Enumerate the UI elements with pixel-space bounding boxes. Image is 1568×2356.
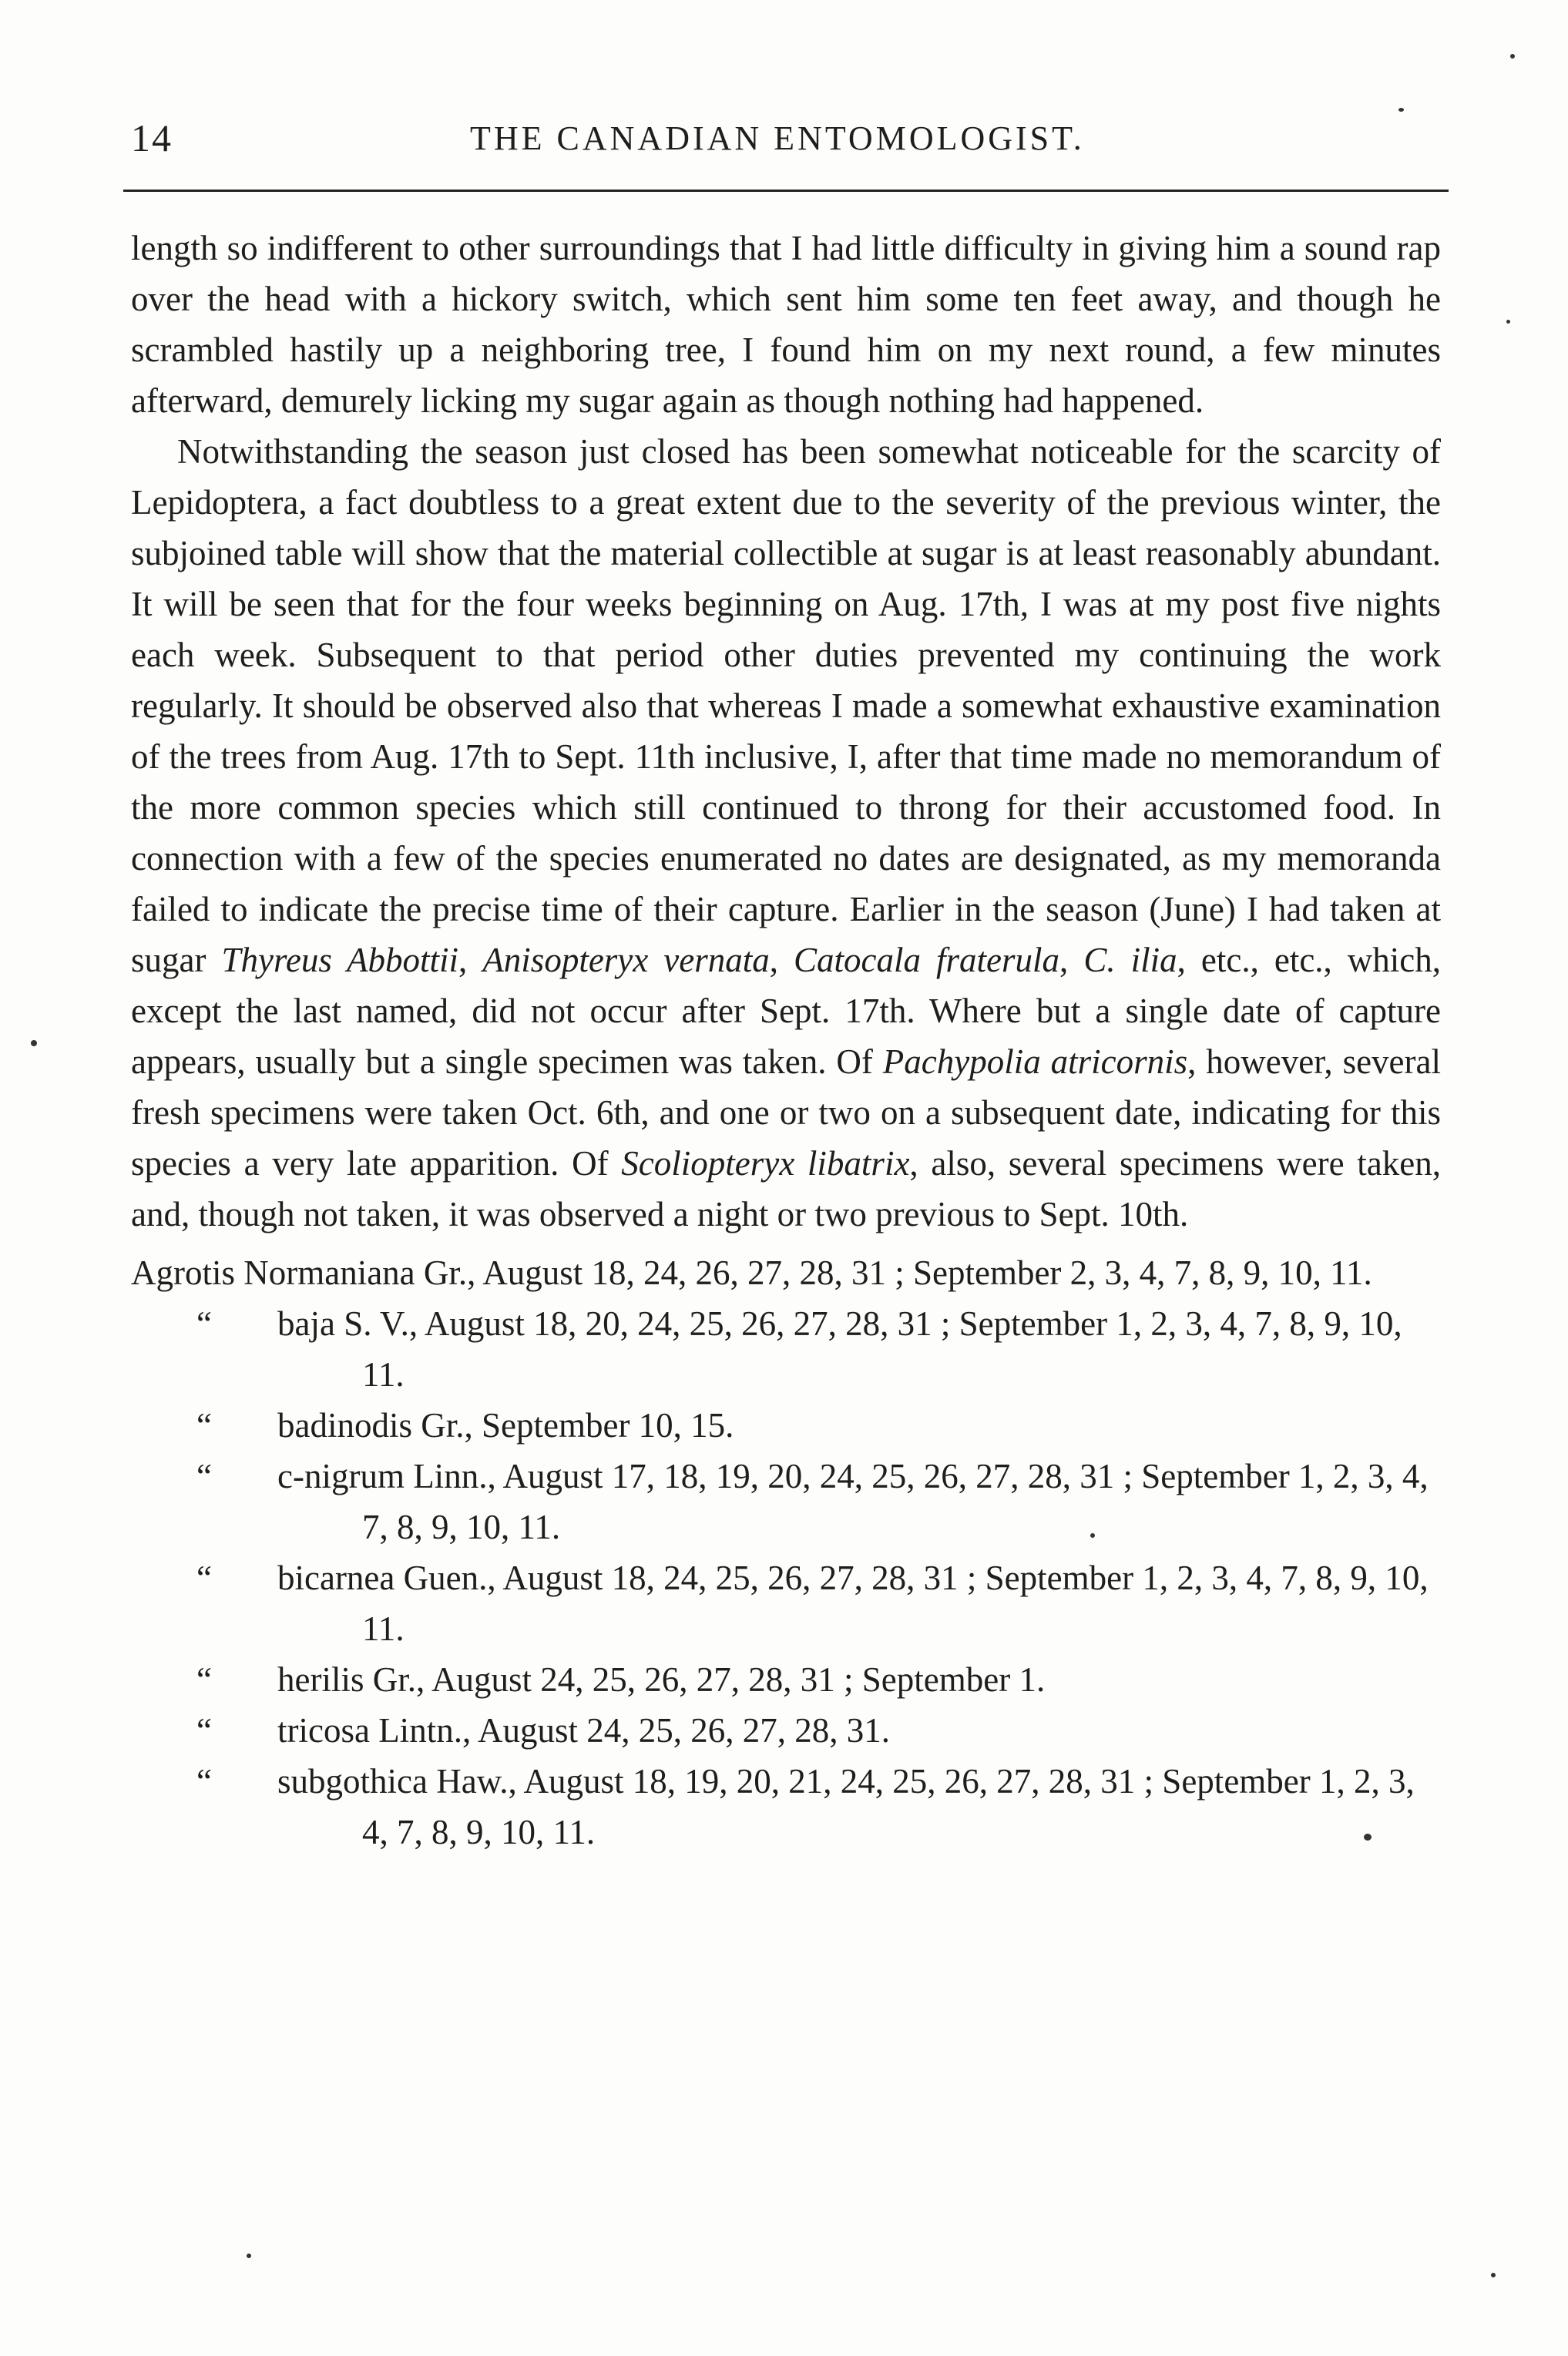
scan-speck	[1491, 2273, 1496, 2277]
header-rule	[123, 190, 1449, 192]
ditto-mark: “	[196, 1559, 212, 1597]
scan-speck	[247, 2254, 251, 2258]
species-list	[131, 1247, 1441, 1858]
species-name-italic: Scoliopteryx libatrix	[621, 1144, 910, 1183]
body-text	[131, 223, 1441, 1240]
species-name-italic: Catocala fraterula	[794, 941, 1060, 979]
scan-speck	[1506, 320, 1510, 324]
ditto-mark: “	[196, 1711, 212, 1750]
species-name-italic: C. ilia	[1083, 941, 1177, 979]
capture-dates: August 18, 24, 26, 27, 28, 31 ; September 2, 3, 4, 7, 8, 9, 10, 11.	[482, 1254, 1372, 1292]
species-entry: “ herilis Gr., August 24, 25, 26, 27, 28, 31 ; September 1.	[131, 1654, 1441, 1705]
species-name: Normaniana Gr.	[243, 1254, 468, 1292]
species-entry: “ baja S. V., August 18, 20, 24, 25, 26, 27, 28, 31 ; September 1, 2, 3, 4, 7, 8, 9, 10, 11.	[131, 1298, 1441, 1400]
capture-dates: August 17, 18, 19, 20, 24, 25, 26, 27, 28, 31 ; September 1, 2, 3, 4, 7, 8, 9, 10, 11.	[362, 1457, 1429, 1546]
scan-speck	[31, 1040, 37, 1046]
species-name: subgothica Haw.	[277, 1762, 509, 1801]
species-name: tricosa Lintn.	[277, 1711, 462, 1750]
scan-speck	[1364, 1834, 1372, 1841]
species-name-italic: Anisopteryx vernata	[482, 941, 770, 979]
text-run: , also, several specimens were taken, and, though not taken, it was observed a night or two previous to Sept. 10th.	[131, 1144, 1441, 1233]
capture-dates: August 18, 24, 25, 26, 27, 28, 31 ; September 1, 2, 3, 4, 7, 8, 9, 10, 11.	[362, 1559, 1429, 1648]
page-number: 14	[131, 116, 173, 159]
ditto-mark: “	[196, 1457, 212, 1495]
text-run: , etc., etc., which, except the last named, did not occur after Sept. 17th. Where but a single date of capture appears, usually but a single specimen was taken. Of	[131, 941, 1442, 1081]
scan-speck	[1398, 108, 1404, 112]
capture-dates: August 18, 20, 24, 25, 26, 27, 28, 31 ; September 1, 2, 3, 4, 7, 8, 9, 10, 11.	[362, 1304, 1402, 1394]
capture-dates: September 10, 15.	[482, 1406, 734, 1445]
species-entry: “ tricosa Lintn., August 24, 25, 26, 27, 28, 31.	[131, 1705, 1441, 1756]
paragraph	[131, 223, 1441, 426]
paragraph	[131, 426, 1441, 1240]
species-name-italic: Pachypolia atricornis	[882, 1042, 1188, 1081]
capture-dates: August 18, 19, 20, 21, 24, 25, 26, 27, 28, 31 ; September 1, 2, 3, 4, 7, 8, 9, 10, 11.	[362, 1762, 1415, 1851]
species-name: bicarnea Guen.	[277, 1559, 488, 1597]
page-header	[131, 116, 1441, 185]
species-name: badinodis Gr.	[277, 1406, 465, 1445]
species-name: baja S. V.	[277, 1304, 409, 1343]
capture-dates: August 24, 25, 26, 27, 28, 31.	[477, 1711, 890, 1750]
species-entry: Agrotis Normaniana Gr., August 18, 24, 26, 27, 28, 31 ; September 2, 3, 4, 7, 8, 9, 10, 11.	[131, 1254, 1372, 1292]
species-name: c-nigrum Linn.	[277, 1457, 488, 1495]
species-entry: “ badinodis Gr., September 10, 15.	[131, 1400, 1441, 1451]
capture-dates: August 24, 25, 26, 27, 28, 31 ; September 1.	[431, 1660, 1046, 1699]
species-entry: “ bicarnea Guen., August 18, 24, 25, 26, 27, 28, 31 ; September 1, 2, 3, 4, 7, 8, 9, 10, 11.	[131, 1552, 1441, 1654]
text-run: , however, several fresh specimens were taken Oct. 6th, and one or two on a subsequent date, indicating for this species a very late apparition. Of	[131, 1042, 1441, 1183]
ditto-mark: “	[196, 1304, 212, 1343]
ditto-mark: “	[196, 1762, 212, 1801]
species-name: herilis Gr.	[277, 1660, 416, 1699]
scan-speck	[1510, 54, 1515, 59]
species-entry: “ c-nigrum Linn., August 17, 18, 19, 20, 24, 25, 26, 27, 28, 31 ; September 1, 2, 3, 4, 7, 8, 9, 10, 11.	[131, 1451, 1441, 1552]
species-entry: “ subgothica Haw., August 18, 19, 20, 21, 24, 25, 26, 27, 28, 31 ; September 1, 2, 3, 4, 7, 8, 9, 10, 11.	[131, 1756, 1441, 1858]
scan-speck	[1090, 1533, 1095, 1538]
text-run: ,	[1059, 941, 1084, 979]
text-run: Notwithstanding the season just closed has been somewhat noticeable for the scarcity of Lepidoptera, a fact doubtless to a great extent due to the severity of the previous winter, the subjoined table will show that the material collectible at sugar is at least reasonably abundant. It will be seen that for the four weeks beginning on Aug. 17th, I was at my post five nights each week. Subsequent to that period other duties prevented my continuing the work regularly. It should be observed also that whereas I made a somewhat exhaustive examination of the trees from Aug. 17th to Sept. 11th inclusive, I, after that time made no memorandum of the more common species which still continued to throng for their accustomed food. In connection with a few of the species enumerated no dates are designated, as my memoranda failed to indicate the precise time of their capture. Earlier in the season (June) I had taken at sugar	[131, 432, 1441, 979]
ditto-mark: “	[196, 1660, 212, 1699]
book-page	[131, 116, 1441, 1858]
text-run: ,	[458, 941, 483, 979]
text-run: length so indifferent to other surroundings that I had little difficulty in giving him a sound rap over the head with a hickory switch, which sent him some ten feet away, and though he scrambled hastily up a neighboring tree, I found him on my next round, a few minutes afterward, demurely licking my sugar again as though nothing had happened.	[131, 229, 1441, 420]
genus-name: Agrotis	[131, 1254, 235, 1292]
ditto-mark: “	[196, 1406, 212, 1445]
text-run: ,	[769, 941, 794, 979]
species-name-italic: Thyreus Abbottii	[221, 941, 459, 979]
running-title: THE CANADIAN ENTOMOLOGIST.	[470, 119, 1085, 157]
